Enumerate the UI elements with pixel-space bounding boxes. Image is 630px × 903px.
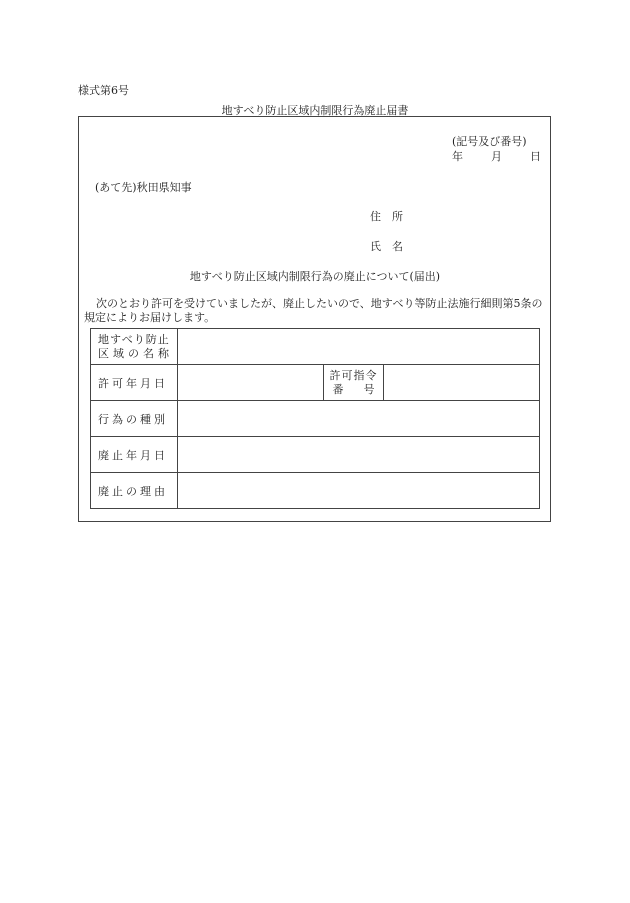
- form-number: 様式第6号: [78, 84, 129, 97]
- month-label: 月: [491, 150, 502, 163]
- detail-table: [90, 328, 540, 509]
- abolition-date-field[interactable]: [178, 437, 540, 473]
- permit-number-label: 許可指令 番 号: [324, 365, 384, 401]
- date-line: [452, 148, 541, 164]
- day-label: 日: [530, 150, 541, 163]
- body-text-content: 次のとおり許可を受けていましたが、廃止したいので、地すべり等防止法施行細則第5条の規定によりお届けします。: [84, 297, 543, 324]
- year-label: 年: [452, 150, 463, 163]
- record-number-label: (記号及び番号): [452, 135, 527, 148]
- permit-date-field[interactable]: [178, 365, 324, 401]
- body-text: [84, 297, 546, 325]
- table-row: [91, 329, 540, 365]
- applicant-name-label: 氏 名: [370, 240, 403, 253]
- act-type-label: 行為の種別: [91, 401, 178, 437]
- applicant-address-label: 住 所: [370, 210, 403, 223]
- table-row: [91, 401, 540, 437]
- table-row: [91, 437, 540, 473]
- abolition-date-label: 廃止年月日: [91, 437, 178, 473]
- document-title: 地すべり防止区域内制限行為廃止届書: [221, 104, 409, 117]
- addressee: (あて先)秋田県知事: [95, 181, 192, 194]
- notice-heading: 地すべり防止区域内制限行為の廃止について(届出): [189, 270, 441, 283]
- area-name-label: 地すべり防止 区域の名称: [91, 329, 178, 365]
- abolition-reason-label: 廃止の理由: [91, 473, 178, 509]
- area-name-field[interactable]: [178, 329, 540, 365]
- abolition-reason-field[interactable]: [178, 473, 540, 509]
- permit-number-field[interactable]: [384, 365, 540, 401]
- table-row: [91, 473, 540, 509]
- act-type-field[interactable]: [178, 401, 540, 437]
- permit-date-label: 許可年月日: [91, 365, 178, 401]
- table-row: [91, 365, 540, 401]
